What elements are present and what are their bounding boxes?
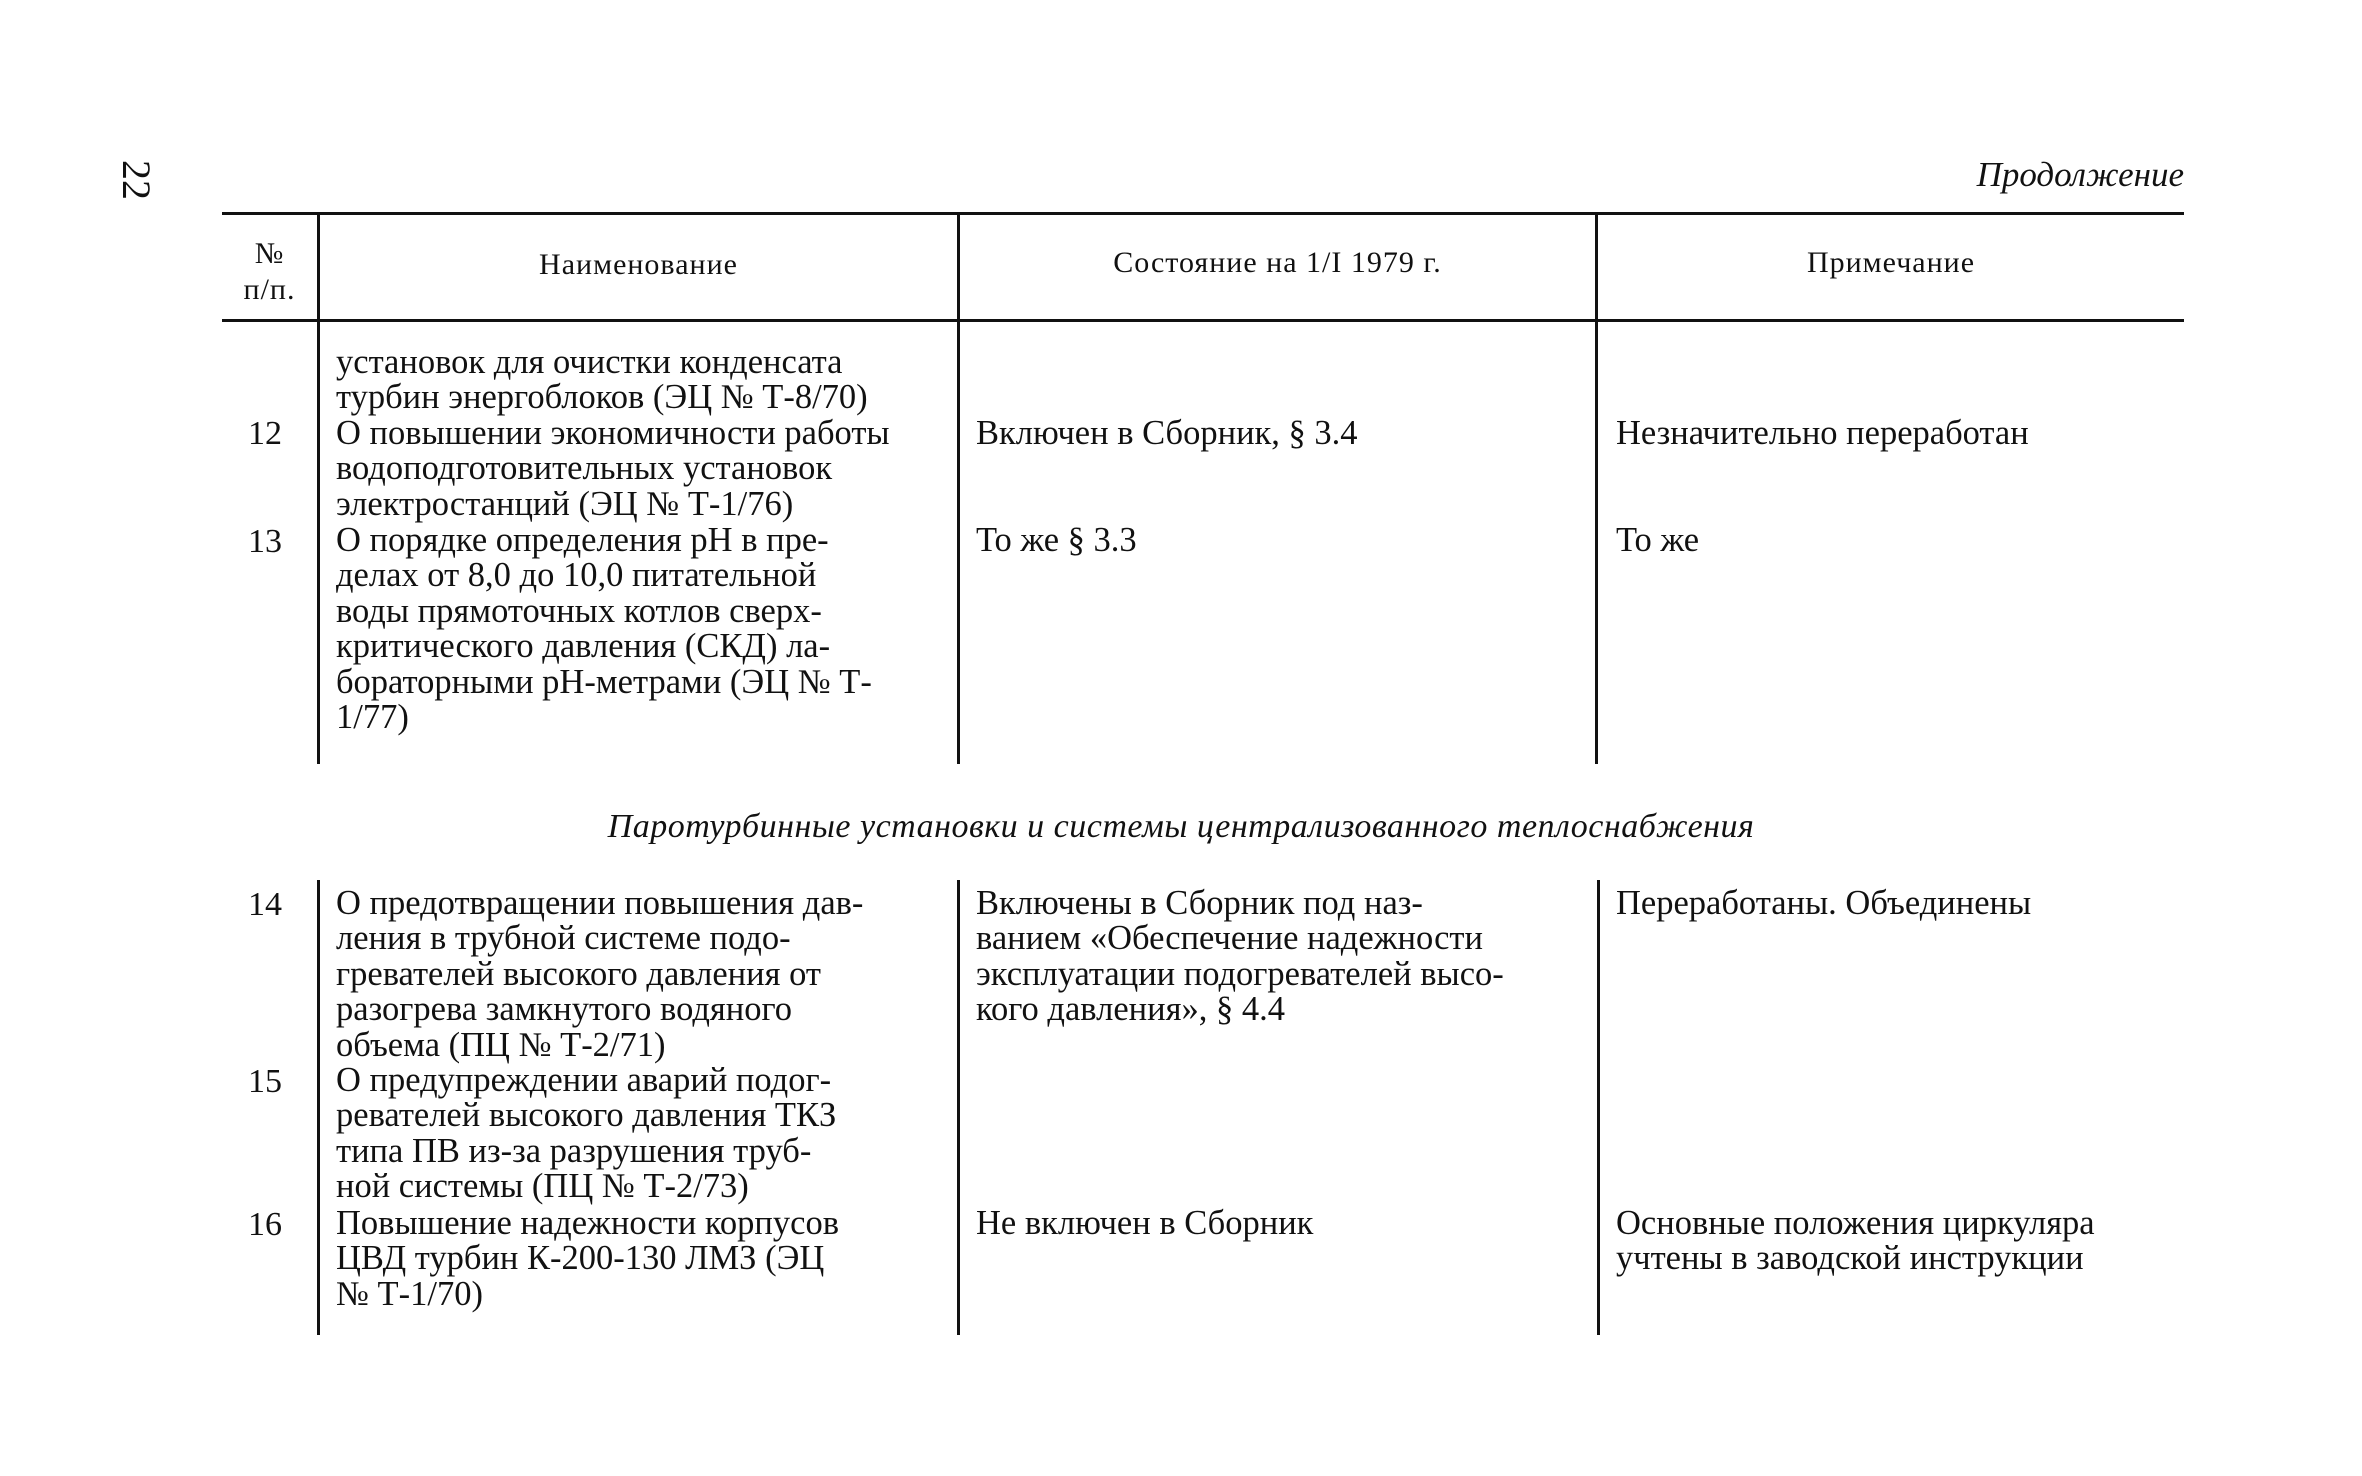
status-line: эксплуатации подогревателей высо- — [976, 954, 1504, 993]
row-12-name — [336, 416, 941, 522]
page-number: 22 — [114, 160, 159, 200]
row-continued-name — [336, 345, 941, 416]
row-number-15: 15 — [248, 1063, 282, 1100]
note-line: Переработаны. Объединены — [1616, 884, 2032, 922]
name-line: гревателей высокого давления от — [336, 954, 821, 993]
name-line: О повышении экономичности работы — [336, 414, 890, 452]
row-16-status — [976, 1206, 1581, 1241]
name-line: О порядке определения рН в пре- — [336, 521, 829, 559]
name-line: 1/77) — [336, 698, 409, 737]
section-title: Паротурбинные установки и системы централизованного теплоснабжения — [607, 808, 1755, 845]
name-line: делах от 8,0 до 10,0 питательной — [336, 556, 817, 595]
header-status: Состояние на 1/I 1979 г. — [1113, 246, 1442, 279]
name-line: О предупреждении аварий подог- — [336, 1061, 832, 1099]
header-num — [222, 236, 317, 308]
continuation-label: Продолжение — [1976, 155, 2184, 194]
row-14-note — [1616, 886, 2186, 921]
name-line: ревателей высокого давления ТКЗ — [336, 1096, 837, 1135]
note-line: Основные положения циркуляра — [1616, 1204, 2095, 1242]
name-line: ной системы (ПЦ № Т-2/73) — [336, 1167, 749, 1206]
status-line: ванием «Обеспечение надежности — [976, 919, 1483, 958]
note-line: учтены в заводской инструкции — [1616, 1239, 2084, 1278]
status-line: Включены в Сборник под наз- — [976, 884, 1423, 922]
header-note: Примечание — [1806, 246, 1976, 279]
column-divider — [957, 214, 960, 764]
name-line: Повышение надежности корпусов — [336, 1204, 839, 1242]
name-line: типа ПВ из-за разрушения труб- — [336, 1131, 812, 1170]
name-line: бораторными рН-метрами (ЭЦ № Т- — [336, 662, 872, 701]
header-bottom-rule — [222, 319, 2184, 322]
row-number-13: 13 — [248, 523, 282, 560]
column-divider — [1595, 214, 1598, 764]
name-line: объема (ПЦ № Т-2/71) — [336, 1025, 666, 1064]
row-13-name — [336, 523, 941, 735]
name-line: установок для очистки конденсата — [336, 343, 843, 381]
name-line: водоподготовительных установок — [336, 449, 833, 488]
name-line: критического давления (СКД) ла- — [336, 627, 831, 666]
row-15-name — [336, 1063, 941, 1205]
row-14-status — [976, 886, 1581, 1028]
name-line: ЦВД турбин К-200-130 ЛМЗ (ЭЦ — [336, 1239, 825, 1278]
status-line: кого давления», § 4.4 — [976, 990, 1285, 1029]
row-number-16: 16 — [248, 1206, 282, 1243]
status-line: Включен в Сборник, § 3.4 — [976, 414, 1358, 452]
row-13-note — [1616, 523, 2186, 558]
column-divider — [317, 214, 320, 764]
column-divider — [1597, 880, 1600, 1335]
header-num-abbr: п/п. — [243, 273, 296, 306]
name-line: О предотвращении повышения дав- — [336, 884, 864, 922]
status-line: Не включен в Сборник — [976, 1204, 1314, 1242]
row-13-status — [976, 523, 1581, 558]
row-number-14: 14 — [248, 886, 282, 923]
status-line: То же § 3.3 — [976, 521, 1137, 559]
name-line: разогрева замкнутого водяного — [336, 990, 792, 1029]
header-num-symbol: № — [254, 237, 285, 270]
name-line: турбин энергоблоков (ЭЦ № Т-8/70) — [336, 378, 868, 417]
row-14-name — [336, 886, 941, 1063]
name-line: электростанций (ЭЦ № Т-1/76) — [336, 484, 794, 523]
note-line: То же — [1616, 521, 1700, 559]
header-top-rule — [222, 212, 2184, 215]
row-16-note — [1616, 1206, 2186, 1277]
name-line: № Т-1/70) — [336, 1274, 483, 1313]
name-line: ления в трубной системе подо- — [336, 919, 791, 958]
header-name: Наименование — [539, 248, 738, 281]
row-12-status — [976, 416, 1581, 451]
row-number-12: 12 — [248, 415, 282, 452]
row-16-name — [336, 1206, 941, 1312]
column-divider — [317, 880, 320, 1335]
column-divider — [957, 880, 960, 1335]
row-12-note — [1616, 416, 2186, 451]
note-line: Незначительно переработан — [1616, 414, 2029, 452]
name-line: воды прямоточных котлов сверх- — [336, 591, 822, 630]
